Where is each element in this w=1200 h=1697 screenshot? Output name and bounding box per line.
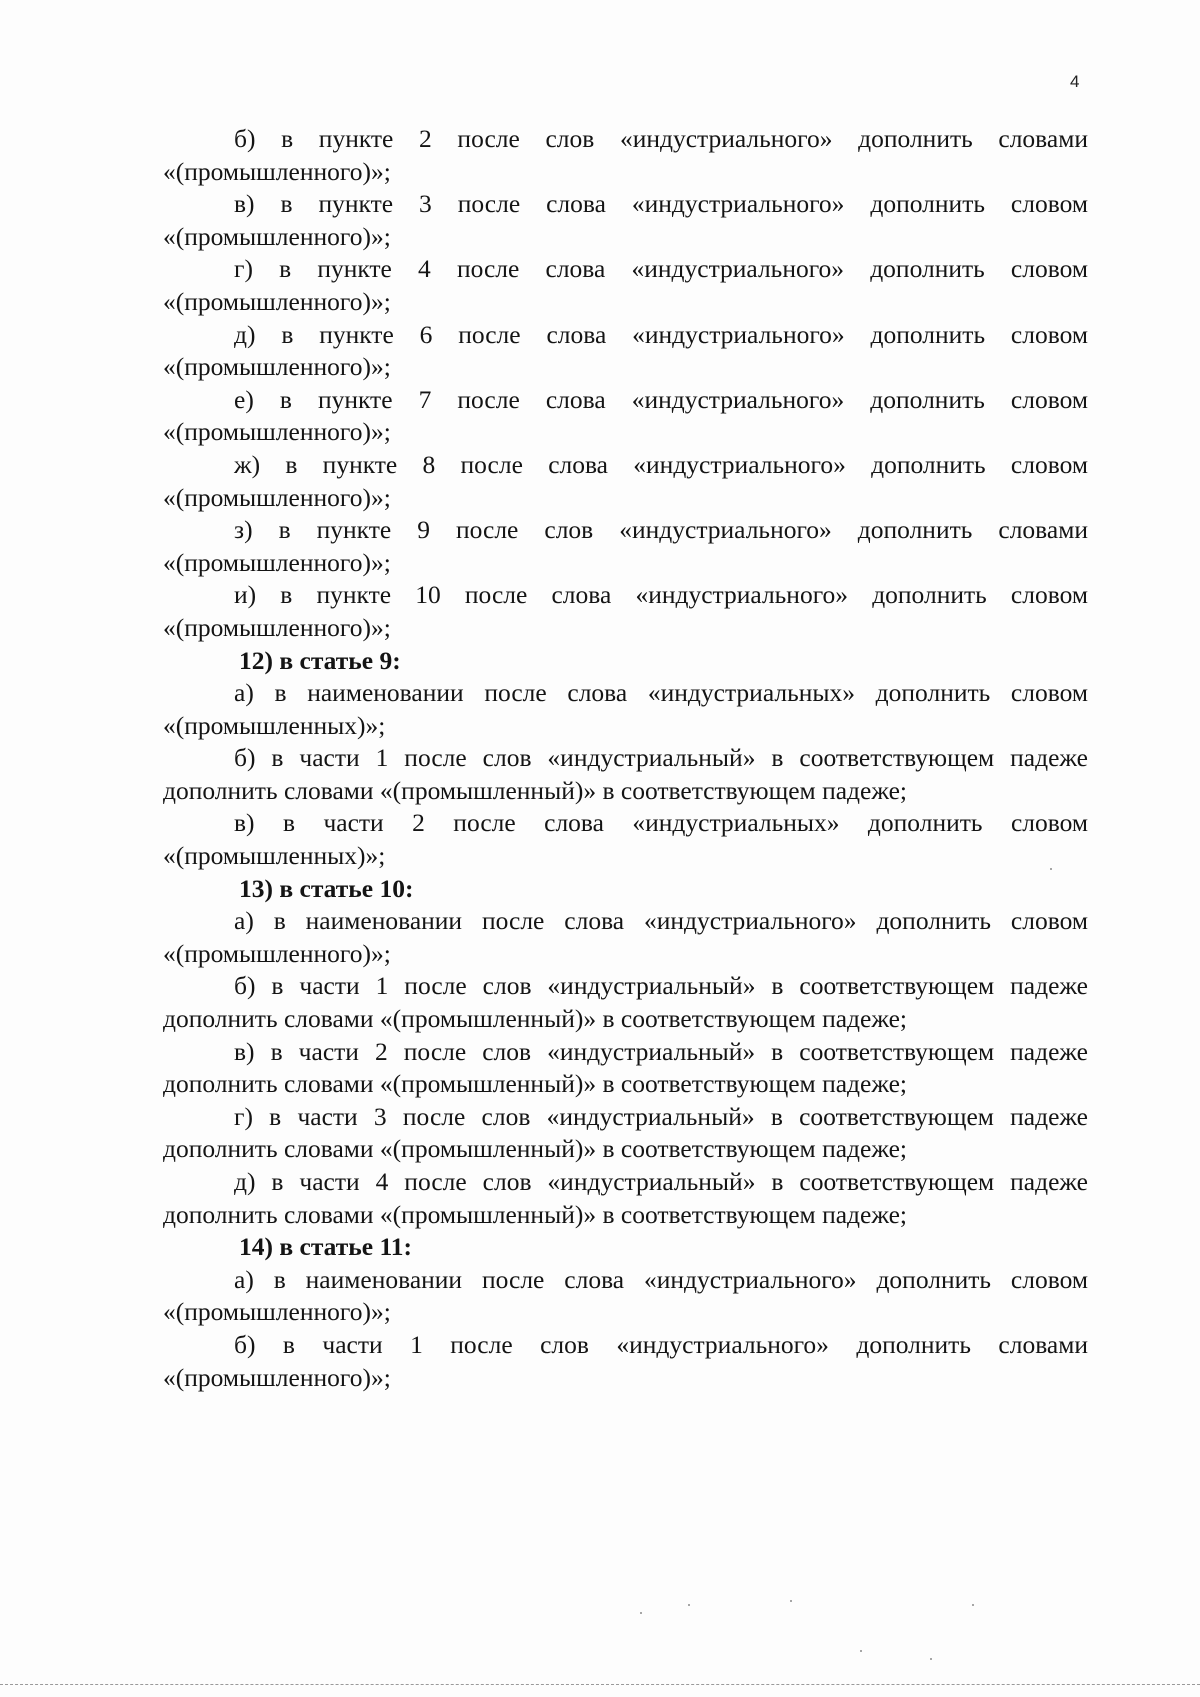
scan-speck — [640, 1612, 642, 1614]
list-item: б) в пункте 2 после слов «индустриального» дополнить словами «(промышленного)»; — [163, 124, 1088, 186]
list-item: и) в пункте 10 после слова «индустриального» дополнить словом «(промышленного)»; — [163, 580, 1088, 642]
list-item: в) в части 2 после слова «индустриальных» дополнить словом «(промышленных)»; — [163, 808, 1088, 871]
scan-speck — [1050, 868, 1052, 870]
list-item: д) в пункте 6 после слова «индустриального» дополнить словом «(промышленного)»; — [163, 319, 1088, 382]
list-item: б) в части 1 после слов «индустриальный» в соответствующем падеже дополнить словами «(промышленный)» в соответствующем падеже; — [163, 971, 1088, 1034]
list-item: в) в части 2 после слов «индустриальный» в соответствующем падеже дополнить словами «(промышленный)» в соответствующем падеже; — [163, 1036, 1088, 1099]
scan-speck — [860, 1650, 862, 1652]
list-item: г) в пункте 4 после слова «индустриального» дополнить словом «(промышленного)»; — [163, 254, 1088, 316]
list-item: а) в наименовании после слова «индустриального» дополнить словом «(промышленного)»; — [163, 906, 1088, 968]
list-item: в) в пункте 3 после слова «индустриального» дополнить словом «(промышленного)»; — [163, 189, 1088, 251]
scan-edge-line — [0, 1684, 1200, 1685]
list-item: е) в пункте 7 после слова «индустриального» дополнить словом «(промышленного)»; — [163, 384, 1088, 447]
page-number: 4 — [1070, 72, 1080, 91]
article-heading: 12) в статье 9: — [239, 645, 401, 675]
scan-speck — [688, 1604, 690, 1606]
list-item: ж) в пункте 8 после слова «индустриального» дополнить словом «(промышленного)»; — [163, 449, 1088, 512]
article-heading: 14) в статье 11: — [239, 1232, 413, 1262]
list-item: г) в части 3 после слов «индустриальный» в соответствующем падеже дополнить словами «(промышленный)» в соответствующем падеже; — [163, 1101, 1088, 1164]
document-body — [163, 123, 1088, 1394]
article-heading: 13) в статье 10: — [239, 873, 414, 903]
scan-speck — [930, 1658, 932, 1660]
list-item: д) в части 4 после слов «индустриальный» в соответствующем падеже дополнить словами «(промышленный)» в соответствующем падеже; — [163, 1167, 1088, 1229]
list-item: б) в части 1 после слов «индустриального» дополнить словами «(промышленного)»; — [163, 1329, 1088, 1392]
scan-speck — [972, 1604, 974, 1606]
list-item: а) в наименовании после слова «индустриальных» дополнить словом «(промышленных)»; — [163, 678, 1088, 740]
scan-speck — [790, 1600, 792, 1602]
list-item: а) в наименовании после слова «индустриального» дополнить словом «(промышленного)»; — [163, 1264, 1088, 1327]
list-item: з) в пункте 9 после слов «индустриального» дополнить словами «(промышленного)»; — [163, 515, 1088, 577]
list-item: б) в части 1 после слов «индустриальный» в соответствующем падеже дополнить словами «(промышленный)» в соответствующем падеже; — [163, 743, 1088, 805]
